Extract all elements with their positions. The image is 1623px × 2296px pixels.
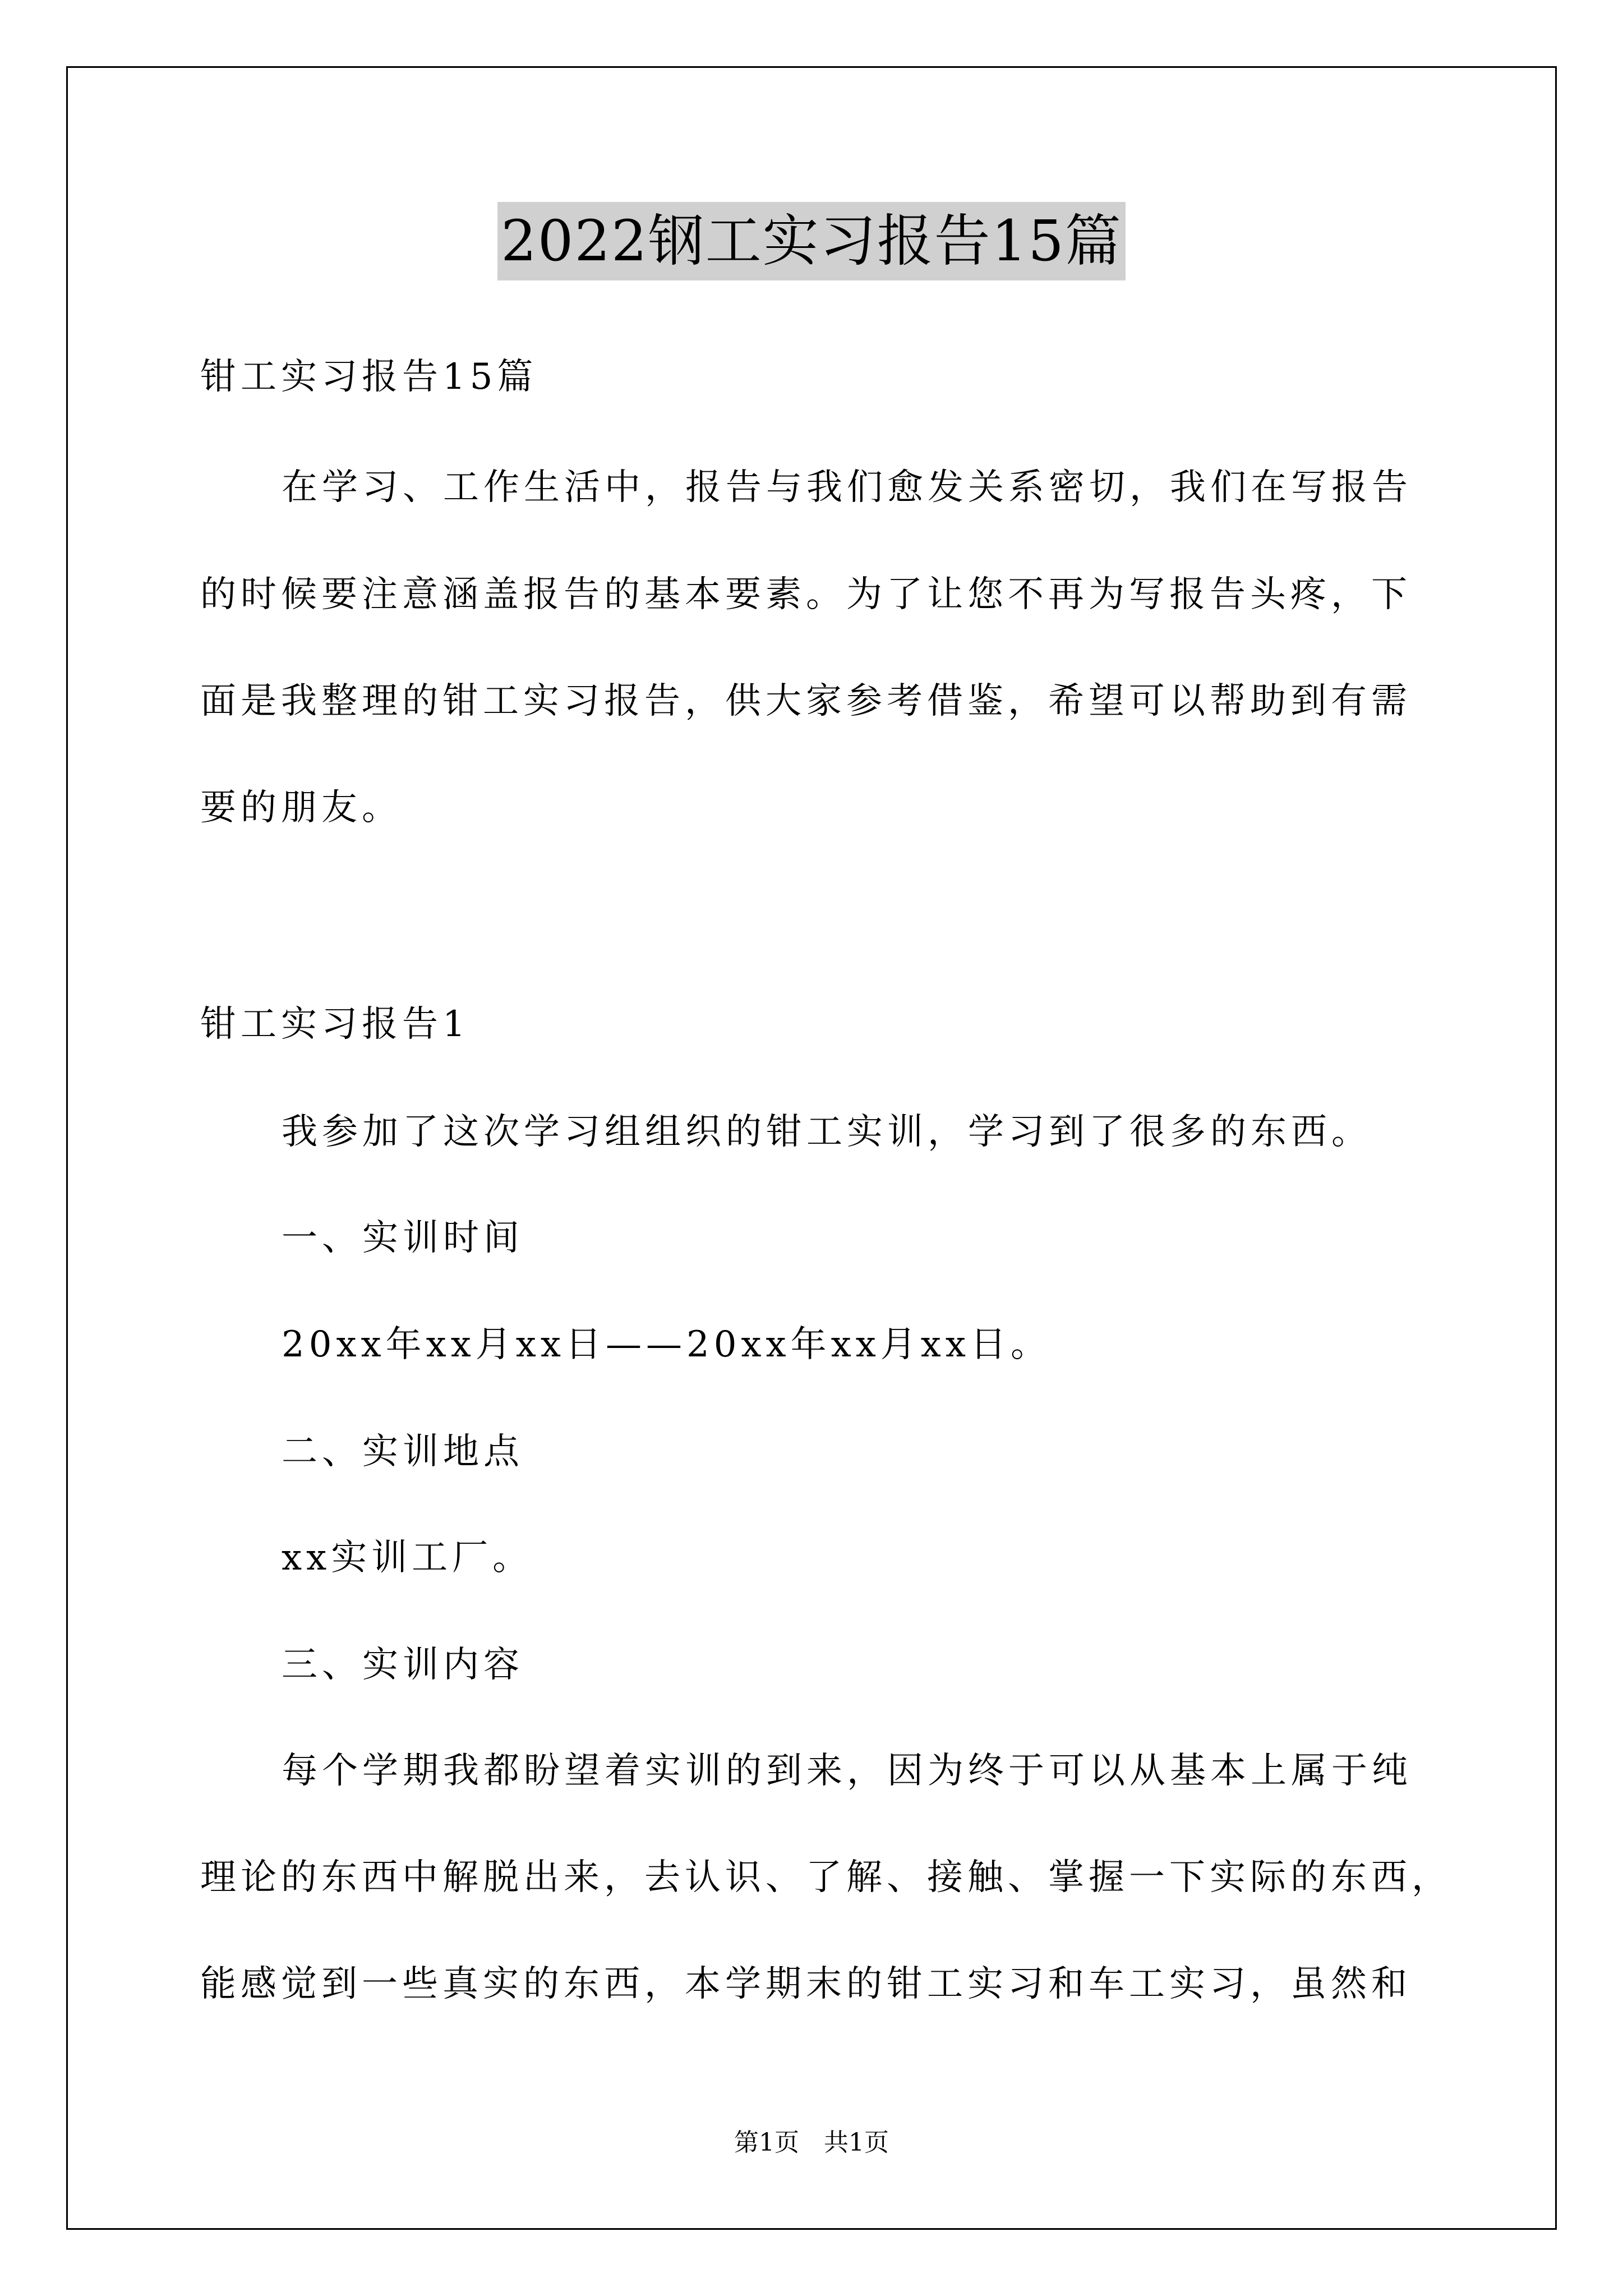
body-heading-time: 一、实训时间: [282, 1217, 524, 1259]
body-line-content-1: 每个学期我都盼望着实训的到来，因为终于可以从基本上属于纯: [282, 1750, 1412, 1792]
document-subtitle: 钳工实习报告15篇: [200, 356, 538, 398]
section-heading: 钳工实习报告1: [200, 1004, 470, 1045]
body-heading-location: 二、实训地点: [282, 1431, 524, 1473]
body-line-location: xx实训工厂。: [282, 1537, 533, 1579]
body-heading-content: 三、实训内容: [282, 1644, 524, 1686]
body-line-dates: 20xx年xx月xx日——20xx年xx月xx日。: [282, 1324, 1051, 1365]
intro-line-3: 面是我整理的钳工实习报告，供大家参考借鉴，希望可以帮助到有需: [200, 680, 1412, 722]
title-container: [0, 202, 1623, 280]
body-line-content-3: 能感觉到一些真实的东西，本学期末的钳工实习和车工实习，虽然和: [200, 1963, 1412, 2005]
intro-line-1: 在学习、工作生活中，报告与我们愈发关系密切，我们在写报告: [282, 467, 1412, 508]
intro-line-4: 要的朋友。: [200, 787, 402, 829]
body-line-content-2: 理论的东西中解脱出来，去认识、了解、接触、掌握一下实际的东西，: [200, 1857, 1452, 1898]
page-footer: 第1页 共1页: [734, 2128, 889, 2157]
document-title: 2022钢工实习报告15篇: [497, 202, 1126, 280]
body-line-1: 我参加了这次学习组组织的钳工实训，学习到了很多的东西。: [282, 1111, 1372, 1153]
intro-line-2: 的时候要注意涵盖报告的基本要素。为了让您不再为写报告头疼，下: [200, 574, 1412, 615]
